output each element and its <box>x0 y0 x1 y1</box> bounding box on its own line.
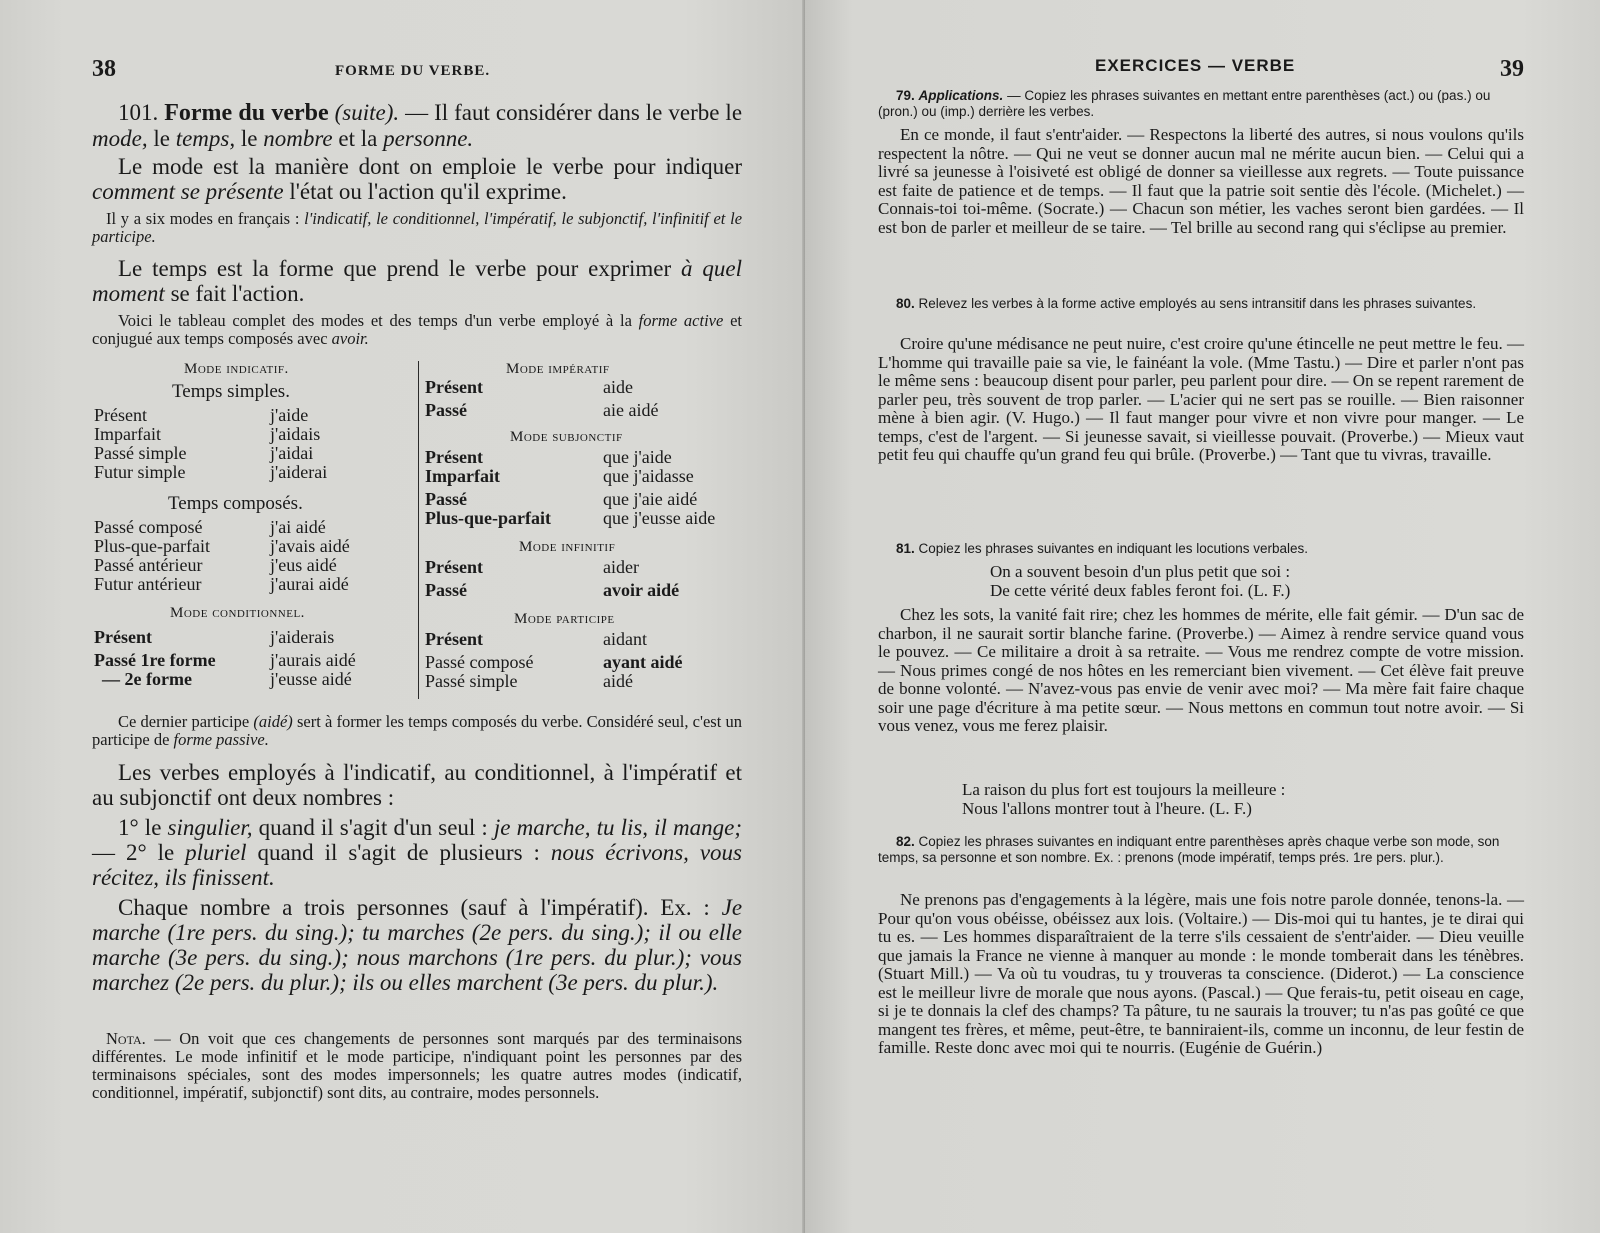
exercise-82-instructions <box>878 834 1524 866</box>
tense-form: j'eus aidé <box>270 555 337 575</box>
tense-label: Passé <box>425 400 467 420</box>
page-number: 38 <box>92 56 116 82</box>
table-row <box>94 627 404 650</box>
exercise-80-body: Croire qu'une médisance ne peut nuire, c'est croire qu'une étincelle ne peut mettre le feu. — L'homme qui travaille paie sa vie, le fainéant la vole. (Mme Tastu.) — Dire et parler n'ont pas le même sens : beaucoup disent pour parler, peu parlent pour dire. — On se repent rarement de parler peu, très souvent de trop parler. — L'acier qui ne sert pas se rouille. — Bien raisonner mène à bien agir. (V. Hugo.) — Il faut manger pour vivre et non vivre pour manger. — Le temps, c'est de l'argent. — Si jeunesse savait, si vieillesse pouvait. (Proverbe.) — Mieux vaut petit feu qui chauffe qu'un grand feu qui brûle. (Proverbe.) — Tant que tu vivras, travaille. <box>878 334 1524 464</box>
tense-form: j'avais aidé <box>270 536 350 556</box>
exercise-title: Applications. <box>918 88 1004 103</box>
participe-note-italic-2: forme passive. <box>173 730 269 749</box>
term-nombre: nombre <box>263 126 333 151</box>
tense-label: Imparfait <box>94 424 161 444</box>
tableau-intro-text: Voici le tableau complet des modes et des temps d'un verbe employé à la <box>118 311 632 330</box>
imperatif-header: Mode impératif <box>506 361 610 377</box>
section-intro <box>92 100 742 151</box>
six-modes <box>92 210 742 246</box>
tense-form: aidé <box>603 671 633 691</box>
table-row <box>425 447 745 466</box>
exercise-instructions: Relevez les verbes à la forme active employés au sens intransitif dans les phrases suivantes. <box>918 296 1477 311</box>
tense-label: Présent <box>425 629 483 649</box>
intro-text: — Il faut considérer <box>405 100 592 125</box>
nombres-text: Les verbes employés à l'indicatif, au conditionnel, à l'impératif et au subjonctif ont <box>92 760 742 810</box>
page-number: 39 <box>1500 56 1524 82</box>
table-row <box>425 489 745 508</box>
exercise-instructions: — Copiez les phrases suivantes en mettant entre parenthèses (act.) ou (pas.) ou (pron.) ou (imp.) derrière les verbes. <box>878 88 1491 119</box>
six-modes-list: l'indicatif, le conditionnel, l'impératif, le subjonctif, l'infinitif et le participe. <box>92 209 743 246</box>
tableau-intro-italic-2: avoir. <box>331 329 369 348</box>
participe-note <box>92 713 742 749</box>
tense-form: avoir aidé <box>603 580 680 600</box>
exercise-number: 81. <box>896 541 915 556</box>
tense-label: Passé <box>425 489 467 509</box>
table-row <box>425 671 745 690</box>
nombres-colon: : <box>387 785 395 810</box>
tense-form: j'aurais aidé <box>270 650 356 670</box>
table-row <box>94 650 404 669</box>
tense-form: j'ai aidé <box>270 517 326 537</box>
tense-form: aie aidé <box>603 400 659 420</box>
tense-label: — 2e forme <box>102 669 192 689</box>
tense-form: aide <box>603 377 633 397</box>
running-head: FORME DU VERBE. <box>335 63 491 79</box>
pluriel-term: pluriel <box>185 840 247 865</box>
table-row <box>94 574 404 593</box>
temps-def-text-2: se fait l'action. <box>170 281 305 306</box>
verse-line: La raison du plus fort est toujours la meilleure : <box>962 780 1286 799</box>
table-row <box>94 405 404 424</box>
exercise-81-verse-2 <box>962 780 1442 818</box>
participe-note-text: Ce dernier participe <box>118 712 250 731</box>
temps-composes-header: Temps composés. <box>168 493 303 514</box>
tense-label: Présent <box>425 447 483 467</box>
tense-form: j'aide <box>270 405 309 425</box>
exercise-79-body: En ce monde, il faut s'entr'aider. — Respectons la liberté des autres, si nous voulons qu'ils respectent la nôtre. — Qui ne veut se donner aucun mal ne mérite aucun bien. — Celui qui a livré sa jeunesse à l'oisiveté est obligé de donner sa vieillesse aux regrets. — Toute puissance est faite de patience et de temps. — Il faut que la patrie soit sentie dès l'école. (Michelet.) — Connais-toi toi-même. (Socrate.) — Chacun son métier, les vaches seront bien gardées. — Il est bon de parler et meilleur de se taire. — Tel brille au second rang qui s'éclipse au premier. <box>878 125 1524 237</box>
exercise-81-instructions <box>878 541 1524 557</box>
temps-def-text: Le temps est la forme que prend le verbe pour exprimer <box>118 256 672 281</box>
participe-note-italic: (aidé) <box>253 712 293 731</box>
tableau-intro <box>92 312 742 348</box>
table-row <box>94 462 404 481</box>
indicatif-composes <box>94 517 404 593</box>
tense-label: Présent <box>425 557 483 577</box>
mode-def-text-2: l'état ou l'action qu'il exprime. <box>289 179 567 204</box>
tense-label: Présent <box>425 377 483 397</box>
tense-label: Présent <box>94 627 152 647</box>
tense-form: aidant <box>603 629 647 649</box>
nota-text: — On voit que ces changements de personnes sont marqués par des terminaisons différentes. Le mode infinitif et le mode participe, n'indiquant point les personnes par des terminaisons spéciales, sont des modes impersonnels; les quatre autres modes (indicatif, conditionnel, impératif, subjonctif) sont dits, au contraire, modes personnels. <box>92 1029 743 1102</box>
exercise-79-instructions <box>878 88 1524 120</box>
tense-label: Passé simple <box>94 443 187 463</box>
mode-def-text: Le mode est la manière dont on emploie le verbe pour indiquer <box>118 154 742 179</box>
tense-form: j'aurai aidé <box>270 574 349 594</box>
personnes-text-2: (sauf à l'impératif). Ex. : <box>460 895 710 920</box>
exercise-number: 82. <box>896 834 915 849</box>
singulier-text: 1° le <box>118 815 162 840</box>
pluriel-text-2: quand il s'agit de plusieurs : <box>257 840 540 865</box>
singulier-pluriel <box>92 815 742 890</box>
pluriel-example: nous écrivons, vous récitez, ils finissent. <box>92 840 743 890</box>
tense-label: Passé simple <box>425 671 518 691</box>
singulier-example: je marche, tu lis, il mange; <box>493 815 743 840</box>
nota-label: Nota. <box>106 1029 146 1048</box>
tense-form: j'eusse aidé <box>270 669 352 689</box>
intro-le-2: le <box>240 126 258 151</box>
term-personne: personne. <box>383 126 474 151</box>
nombres-paragraph <box>92 760 742 810</box>
tableau-intro-text-2: et conjugué aux temps composés avec <box>92 311 743 348</box>
nombres-term: deux nombres <box>252 785 383 810</box>
tableau-intro-italic: forme active <box>638 311 724 330</box>
personnes-paragraph <box>92 895 742 995</box>
tense-label: Futur simple <box>94 462 186 482</box>
table-row <box>94 424 404 443</box>
tense-label: Plus-que-parfait <box>425 508 551 528</box>
tense-label: Présent <box>94 405 147 425</box>
table-row <box>94 517 404 536</box>
nota-paragraph <box>92 1030 742 1102</box>
table-row <box>425 557 745 580</box>
term-temps: temps, <box>175 126 236 151</box>
table-row <box>94 536 404 555</box>
exercise-81-body: Chez les sots, la vanité fait rire; chez les hommes de mérite, elle fait gémir. — D'un sac de charbon, il ne saurait sortir blanche farine. (Proverbe.) — Aimez à rendre service quand vous le pouvez. — Ce militaire a droit à sa retraite. — Vous me rendrez compte de votre mission. — Nous primes congé de nos hôtes en les remerciant bien vivement. — Cet élève fait preuve de bonne volonté. — N'avez-vous pas envie de venir avec moi? — Ma mère fait faire chaque soir une page d'écriture à ma petite sœur. — Nous mettons en commun tout notre avoir. — Si vous venez, vous me ferez plaisir. <box>878 605 1524 735</box>
section-number: 101. <box>118 100 159 125</box>
personnes-term: trois personnes <box>304 895 449 920</box>
indicatif-simples <box>94 405 404 481</box>
tense-form: que j'aidasse <box>603 466 694 486</box>
tense-label: Passé <box>425 580 467 600</box>
verse-line: Nous l'allons montrer tout à l'heure. (L. F.) <box>962 799 1252 818</box>
tense-form: ayant aidé <box>603 652 683 672</box>
section-title: Forme du verbe <box>164 100 329 126</box>
table-row <box>94 669 404 688</box>
table-row <box>425 400 745 419</box>
running-head: EXERCICES — VERBE <box>1095 56 1296 75</box>
tense-form: j'aidai <box>270 443 314 463</box>
table-row <box>94 443 404 462</box>
exercise-number: 79. <box>896 88 915 103</box>
subjonctif-header: Mode subjonctif <box>510 429 623 445</box>
conjugation-table <box>94 361 744 701</box>
mode-def-italic: comment se présente <box>92 179 284 204</box>
table-row <box>425 629 745 652</box>
singulier-term: singulier, <box>167 815 253 840</box>
six-modes-text: Il y a six modes en français : <box>106 209 300 228</box>
personnes-examples: Je marche (1re pers. du sing.); tu marches (2e pers. du sing.); il ou elle marche (3e pers. du sing.); nous marchons (1re pers. du plur.); vous marchez (2e pers. du plur.); ils ou elles marchent (3e pers. du plur.). <box>92 895 743 995</box>
tense-form: que j'aide <box>603 447 672 467</box>
tense-form: j'aiderai <box>270 462 328 482</box>
conditionnel-header: Mode conditionnel. <box>170 605 305 621</box>
infinitif-header: Mode infinitif <box>519 539 616 555</box>
exercise-81-verse <box>990 562 1430 600</box>
section-suite: (suite). <box>334 100 400 125</box>
tense-label: Futur antérieur <box>94 574 202 594</box>
tense-label: Passé antérieur <box>94 555 203 575</box>
table-row <box>94 555 404 574</box>
participe-header: Mode participe <box>514 611 615 627</box>
temps-definition <box>92 256 742 306</box>
verse-line: On a souvent besoin d'un plus petit que soi : <box>990 562 1291 581</box>
subjonctif-rows <box>425 447 745 527</box>
intro-et-la: et la <box>338 126 378 151</box>
exercise-instructions: Copiez les phrases suivantes en indiquant les locutions verbales. <box>918 541 1309 556</box>
infinitif-rows <box>425 557 745 599</box>
table-row <box>425 466 745 489</box>
tense-label: Passé 1re forme <box>94 650 216 670</box>
conditionnel-rows <box>94 627 404 688</box>
tense-label: Passé composé <box>94 517 203 537</box>
tense-label: Plus-que-parfait <box>94 536 210 556</box>
tense-label: Imparfait <box>425 466 500 486</box>
singulier-text-2: quand il s'agit d'un seul : <box>258 815 488 840</box>
exercise-82-body: Ne prenons pas d'engagements à la légère, mais une fois notre parole donnée, tenons-la. — Pour qu'on vous obéisse, obéissez aux lois. (Voltaire.) — Dis-moi qui tu hantes, je te dirai qui tu es. — Les hommes disparaîtraient de la terre s'ils cessaient de s'entr'aider. — Dieu veuille que jamais la France ne vienne à manquer au monde : le monde tomberait dans les ténèbres. (Stuart Mill.) — Va où tu voudras, tu y trouveras ta conscience. (Diderot.) — La conscience est le meilleur livre de morale que nous ayons. (Pascal.) — Que ferais-tu, petit oiseau en cage, si je te donnais la clef des champs? Ta pâture, tu ne saurais la trouver; tu n'as pas goûté ce que mangent tes frères, et même, peut-être, te banniraient-ils, comme un inconnu, de leur festin de famille. Reste donc avec moi qui te nourris. (Eugénie de Guérin.) <box>878 890 1524 1057</box>
exercise-instructions: Copiez les phrases suivantes en indiquant entre parenthèses après chaque verbe son mode, son temps, sa personne et son nombre. Ex. : prenons (mode impératif, temps prés. 1re pers. plur.). <box>878 834 1500 865</box>
temps-def-italic: à quel moment <box>92 256 742 306</box>
tense-form: que j'eusse aide <box>603 508 716 528</box>
exercise-number: 80. <box>896 296 915 311</box>
table-row <box>425 508 745 527</box>
participe-rows <box>425 629 745 690</box>
personnes-text: Chaque nombre a <box>118 895 293 920</box>
intro-text-2: dans le verbe le <box>597 100 743 125</box>
tense-form: j'aidais <box>270 424 321 444</box>
pluriel-text: — 2° le <box>92 840 175 865</box>
intro-le: le <box>153 126 170 151</box>
tense-form: j'aiderais <box>270 627 335 647</box>
term-mode: mode, <box>92 126 148 151</box>
table-row <box>425 652 745 671</box>
table-row <box>425 580 745 599</box>
imperatif-rows <box>425 377 745 419</box>
table-divider <box>418 361 419 699</box>
tense-form: que j'aie aidé <box>603 489 698 509</box>
tense-label: Passé composé <box>425 652 534 672</box>
tense-form: aider <box>603 557 639 577</box>
mode-definition <box>92 154 742 204</box>
participe-note-text-2: sert à former les temps composés du verbe. Considéré seul, c'est un participe de <box>92 712 743 749</box>
indicatif-header: Mode indicatif. <box>184 361 289 377</box>
temps-simples-header: Temps simples. <box>172 381 290 402</box>
table-row <box>425 377 745 400</box>
exercise-80-instructions <box>878 296 1524 312</box>
verse-line: De cette vérité deux fables feront foi. (L. F.) <box>990 581 1291 600</box>
